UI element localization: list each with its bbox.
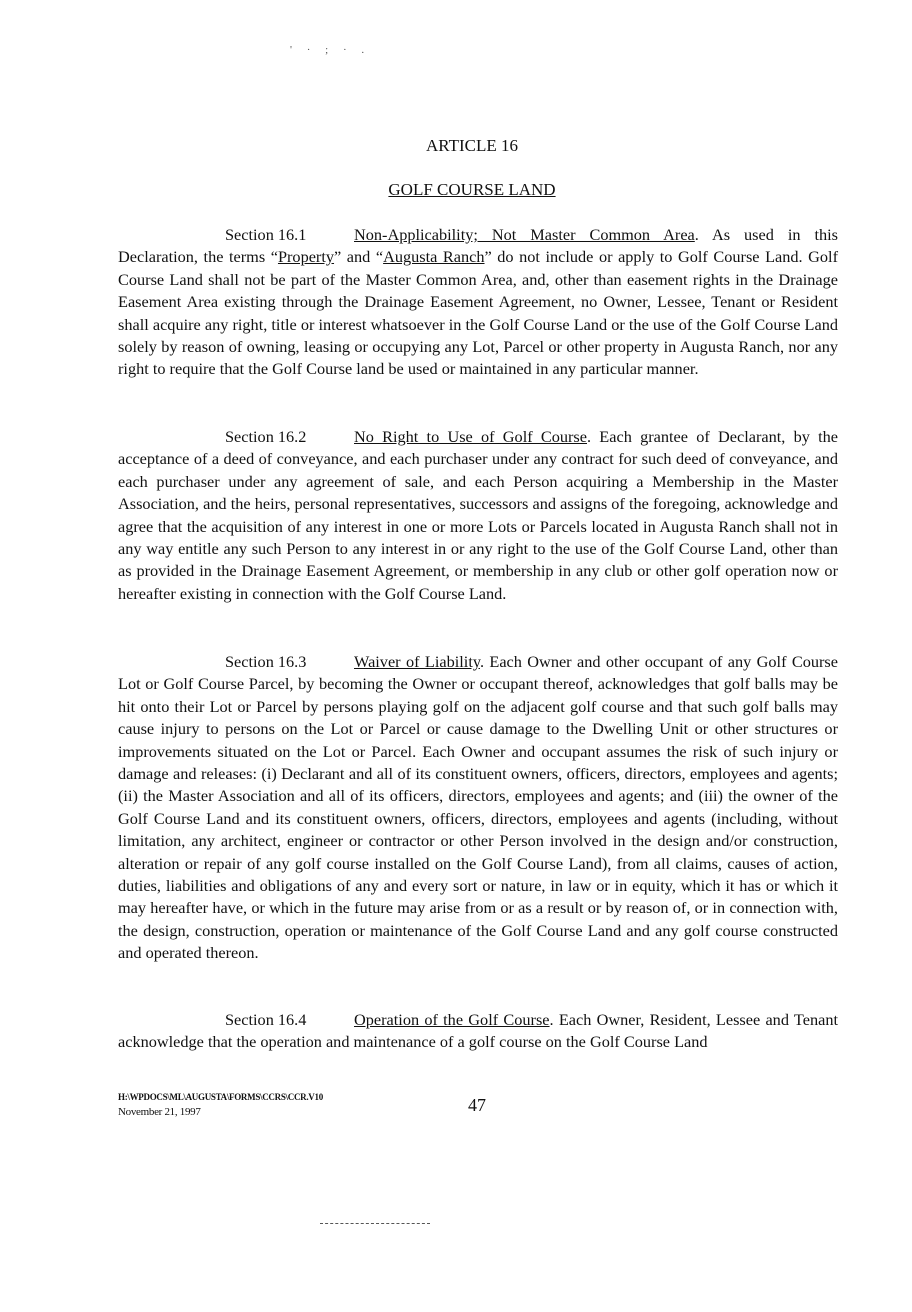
- section-heading: Non-Applicability; Not Master Common Area: [354, 225, 695, 244]
- section-16-1: [118, 224, 838, 381]
- section-heading: Waiver of Liability: [354, 652, 480, 671]
- section-text: ” do not include or apply to Golf Course Land. Golf Course Land shall not be part of the Master Common Area, and, other than easement rights in the Drainage Easement Area existing through the Drainage Easement Agreement, no Owner, Lessee, Tenant or Resident shall acquire any right, title or interest whatsoever in the Golf Course Land or the use of the Golf Course Land solely by reason of owning, leasing or occupying any Lot, Parcel or other property in Augusta Ranch, nor any right to require that the Golf Course land be used or maintained in any particular manner.: [118, 247, 838, 379]
- scan-divider-line: [320, 1223, 430, 1224]
- section-heading: Operation of the Golf Course: [354, 1010, 550, 1029]
- section-16-3: [118, 651, 838, 965]
- footer-doc-info: [118, 1090, 323, 1120]
- section-text: . Each grantee of Declarant, by the acceptance of a deed of conveyance, and each purchaser under any contract for such deed of conveyance, and each purchaser under any agreement of sale, and each Person acquiring a Membership in the Master Association, and the heirs, personal representatives, successors and assigns of the foregoing, acknowledge and agree that the acquisition of any interest in one or more Lots or Parcels located in Augusta Ranch shall not in any way entitle any such Person to any interest in or any right to the use of the Golf Course Land, other than as provided in the Drainage Easement Agreement, or membership in any club or other golf operation now or hereafter existing in connection with the Golf Course Land.: [118, 427, 838, 603]
- defined-term-augusta-ranch: Augusta Ranch: [383, 247, 485, 267]
- section-heading: No Right to Use of Golf Course: [354, 427, 587, 446]
- page-number: 47: [468, 1095, 486, 1115]
- defined-term-property: Property: [277, 247, 335, 267]
- section-number: Section 16.3: [225, 652, 307, 671]
- section-number: Section 16.4: [225, 1010, 307, 1029]
- section-text: . Each Owner, Resident, Lessee and Tenant acknowledge that the operation and maintenance of a golf course on the Golf Course Land: [118, 1010, 838, 1052]
- article-subtitle: GOLF COURSE LAND: [388, 180, 556, 199]
- footer-date: November 21, 1997: [118, 1106, 201, 1118]
- footer-doc-path: H:\WPDOCS\ML\AUGUSTA\FORMS\CCRS\CCR.V10: [118, 1092, 323, 1102]
- article-title: ARTICLE 16: [426, 136, 518, 155]
- section-text: . As used in this Declaration, the terms “: [118, 225, 839, 267]
- section-16-2: [118, 426, 838, 605]
- scan-artifacts: ' · ; · .: [290, 44, 371, 56]
- section-number: Section 16.1: [225, 225, 307, 244]
- section-text: . Each Owner and other occupant of any Golf Course Lot or Golf Course Parcel, by becoming the Owner or occupant thereof, acknowledges that golf balls may be hit onto their Lot or Parcel by persons playing golf on the adjacent golf course and that such golf balls may cause injury to persons on the Lot or Parcel or cause damage to the Dwelling Unit or other structures or improvements situated on the Lot or Parcel. Each Owner and occupant assumes the risk of such injury or damage and releases: (i) Declarant and all of its constituent owners, officers, directors, employees and agents; (ii) the Master Association and all of its officers, directors, employees and agents; and (iii) the owner of the Golf Course Land and its constituent owners, officers, directors, employees and agents (including, without limitation, any architect, engineer or contractor or other Person involved in the design and/or construction, alteration or repair of any golf course installed on the Golf Course Land), from all claims, causes of action, duties, liabilities and obligations of any and every sort or nature, in law or in equity, which it has or which it may hereafter have, or which in the future may arise from or as a result or by reason of, or in connection with, the design, construction, operation or maintenance of the Golf Course Land and any golf course constructed and operated thereon.: [118, 652, 838, 963]
- section-16-4: [118, 1009, 838, 1054]
- section-number: Section 16.2: [225, 427, 307, 446]
- section-text: ” and “: [334, 247, 384, 267]
